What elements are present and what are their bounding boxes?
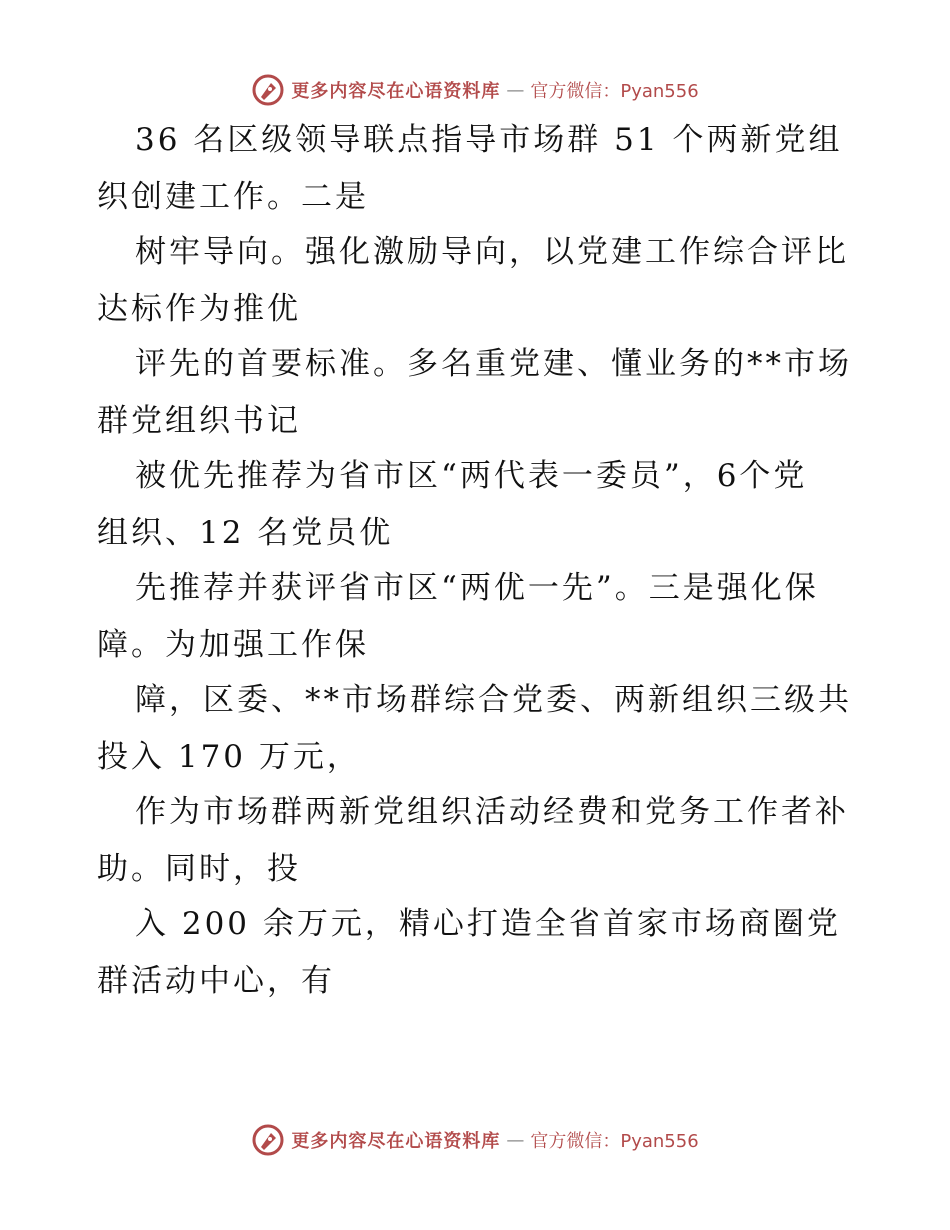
body-line: 入 200 余万元，精心打造全省首家市场商圈党	[135, 906, 841, 942]
body-line: 群活动中心，有	[97, 963, 335, 999]
body-line: 36 名区级领导联点指导市场群 51 个两新党组	[135, 122, 843, 158]
banner-separator: —	[506, 1129, 525, 1151]
footer-watermark-banner	[0, 1120, 950, 1160]
body-line: 作为市场群两新党组织活动经费和党务工作者补	[135, 794, 849, 830]
banner-slogan: 更多内容尽在心语资料库	[291, 81, 501, 102]
body-line: 先推荐并获评省市区“两优一先”。三是强化保	[135, 570, 819, 606]
document-body	[97, 120, 857, 1001]
header-watermark-banner	[0, 70, 950, 110]
body-line: 组织、12 名党员优	[97, 515, 394, 551]
body-line: 投入 170 万元，	[97, 739, 361, 775]
pen-nib-logo-icon	[251, 1123, 285, 1157]
banner-separator: —	[506, 79, 525, 101]
body-line: 群党组织书记	[97, 403, 301, 439]
banner-slogan: 更多内容尽在心语资料库	[291, 1131, 501, 1152]
banner-wechat: 官方微信：Pyan556	[530, 81, 699, 102]
body-line: 障，区委、**市场群综合党委、两新组织三级共	[135, 682, 852, 718]
body-line: 被优先推荐为省市区“两代表一委员”，6个党	[135, 458, 808, 494]
banner-wechat: 官方微信：Pyan556	[530, 1131, 699, 1152]
body-line: 助。同时，投	[97, 851, 301, 887]
body-line: 达标作为推优	[97, 291, 301, 327]
body-line: 织创建工作。二是	[97, 179, 369, 215]
pen-nib-logo-icon	[251, 73, 285, 107]
body-line: 评先的首要标准。多名重党建、懂业务的**市场	[135, 346, 852, 382]
body-line: 障。为加强工作保	[97, 627, 369, 663]
body-line: 树牢导向。强化激励导向，以党建工作综合评比	[135, 234, 849, 270]
